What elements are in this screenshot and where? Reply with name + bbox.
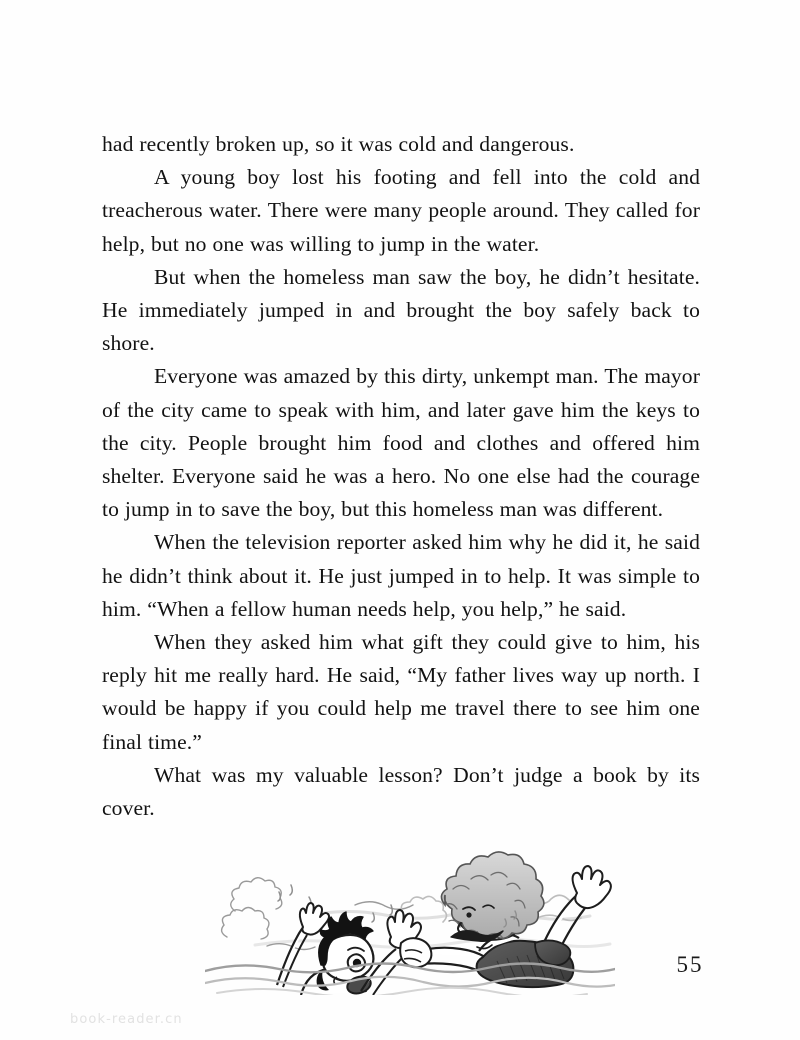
- page-text-body: [102, 128, 700, 825]
- man-raised-hand: [573, 866, 611, 908]
- site-watermark: book-reader.cn: [70, 1012, 183, 1027]
- paragraph-2: A young boy lost his footing and fell into the cold and treacherous water. There were many people around. They called for help, but no one was willing to jump in the water.: [102, 165, 700, 256]
- man-curly-hair: [441, 852, 543, 938]
- paragraph-3: But when the homeless man saw the boy, he didn’t hesitate. He immediately jumped in and brought the boy safely back to shore.: [102, 264, 700, 356]
- paragraph-6: When they asked him what gift they could give to him, his reply hit me really hard. He said, “My father lives way up north. I would be happy if you could help me travel there to see him one final time.”: [102, 630, 700, 754]
- page-number-value: 55: [676, 952, 704, 977]
- boy-left-hand: [300, 903, 329, 935]
- paragraph-4: Everyone was amazed by this dirty, unkempt man. The mayor of the city came to speak with him, and later gave him the keys to the city. People brought him food and clothes and offered him shelter. Everyone said he was a hero. No one else had the courage to jump in to save the boy, but this homeless man was different.: [102, 364, 700, 522]
- page-number: [0, 952, 800, 978]
- paragraph-7: What was my valuable lesson? Don’t judge a book by its cover.: [102, 762, 700, 821]
- paragraph-1: had recently broken up, so it was cold and dangerous.: [102, 132, 575, 156]
- paragraph-5: When the television reporter asked him why he did it, he said he didn’t think about it. He just jumped in to help. It was simple to him. “When a fellow human needs help, you help,” he said.: [102, 530, 700, 621]
